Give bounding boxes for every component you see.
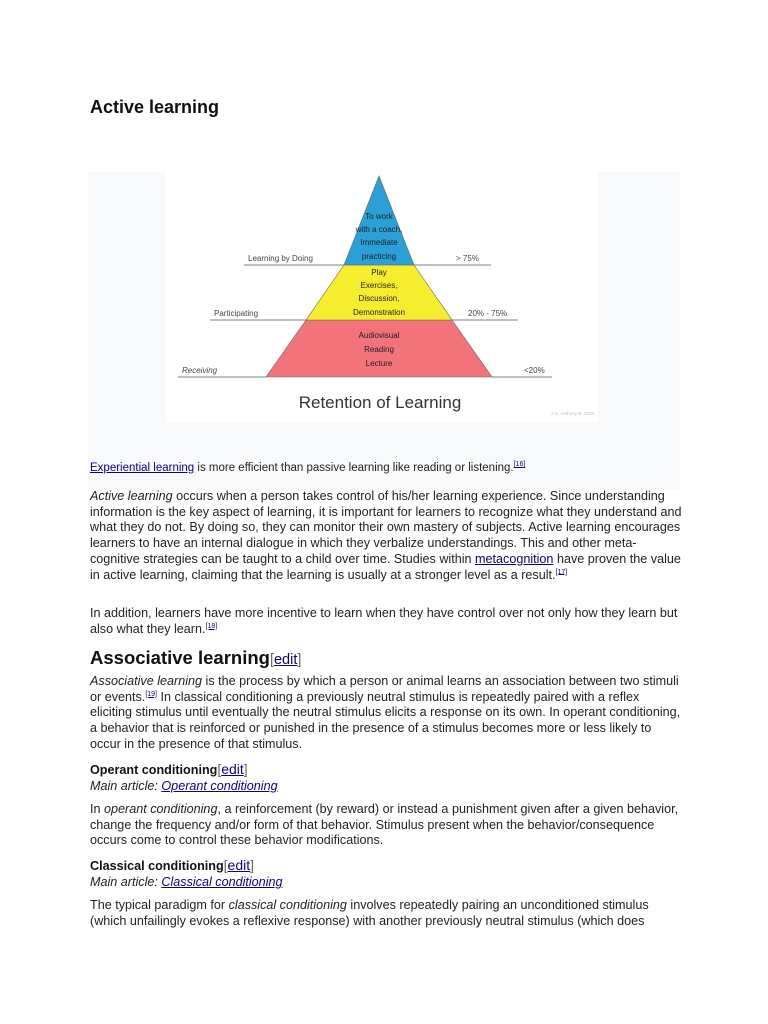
term-classical-conditioning: classical conditioning	[228, 898, 347, 912]
paragraph-classical-conditioning	[90, 898, 682, 929]
operant-conditioning-link[interactable]: Operant conditioning	[161, 779, 278, 793]
pyramid-top-line-4: practicing	[361, 252, 397, 261]
subsection-heading-classical-conditioning	[90, 857, 254, 873]
section-heading-associative-learning	[90, 647, 301, 669]
caption-text: is more efficient than passive learning like reading or listening.	[194, 462, 514, 474]
label-over-75: > 75%	[456, 254, 479, 263]
pyramid-top-line-1: To work	[365, 212, 393, 221]
para5-text-0: The typical paradigm for	[90, 898, 229, 912]
label-learning-by-doing: Learning by Doing	[248, 254, 313, 263]
para4-text-1: , a reinforcement (by reward) or instead a punishment given after a given behavior, change the frequency and/or form of that behavior. Stimulus present when the behavior/consequence occurs come to control these behavior modifications.	[90, 802, 679, 848]
term-associative-learning: Associative learning	[90, 674, 203, 688]
citation-18-link[interactable]: [18]	[205, 622, 218, 630]
para1-text-1: occurs when a person takes control of his/her learning experience. Since understanding information is the key aspect of learning, it is important for learners to recognize what they understand and what they do not. By doing so, they can monitor their own mastery of subjects. Active learning encourages learners to have an internal dialogue in which they verbalize understandings. This and other meta-cognitive strategies can be taught to a child over time. Studies within	[90, 489, 682, 566]
operant-conditioning-title: Operant conditioning	[90, 763, 218, 777]
edit-section-classical	[224, 857, 254, 873]
edit-bracket-left: [	[217, 761, 222, 777]
pyramid-middle-line-2: Exercises,	[360, 281, 398, 290]
main-article-operant	[90, 779, 278, 793]
term-active-learning: Active learning	[90, 489, 173, 503]
para4-text-0: In	[90, 802, 105, 816]
edit-bracket-right: ]	[297, 652, 302, 668]
pyramid-top-line-3: Immediate	[360, 238, 398, 247]
figure-caption	[90, 462, 525, 474]
citation-17-link[interactable]: [17]	[555, 568, 568, 576]
para2-text: In addition, learners have more incentive to learn when they have control over not only how they learn but also what they learn.	[90, 606, 678, 636]
edit-classical-conditioning-link[interactable]: edit	[227, 857, 251, 873]
classical-conditioning-link[interactable]: Classical conditioning	[161, 875, 283, 889]
retention-pyramid-diagram	[166, 172, 598, 422]
edit-bracket-left: [	[223, 857, 228, 873]
pyramid-bottom-line-2: Reading	[364, 345, 394, 354]
subsection-heading-operant-conditioning	[90, 761, 248, 777]
edit-section-operant	[217, 761, 247, 777]
main-article-classical	[90, 875, 283, 889]
paragraph-incentive	[90, 606, 682, 637]
pyramid-bottom-line-3: Lecture	[365, 359, 393, 368]
metacognition-link[interactable]: metacognition	[475, 551, 554, 566]
edit-associative-learning-link[interactable]: edit	[273, 652, 298, 668]
pyramid-middle-line-4: Demonstration	[352, 308, 406, 317]
section-heading-active-learning: Active learning	[90, 97, 220, 117]
figure-thumbnail	[88, 172, 680, 490]
paragraph-operant-conditioning	[90, 802, 682, 849]
diagram-credit: J. K. Anthony-B. 2015	[550, 411, 594, 416]
pyramid-middle-line-1: Play	[371, 268, 387, 277]
edit-bracket-right: ]	[250, 857, 255, 873]
edit-bracket-left: [	[269, 652, 274, 668]
diagram-title: Retention of Learning	[298, 393, 462, 412]
citation-19-link[interactable]: [19]	[145, 690, 157, 698]
term-operant-conditioning: operant conditioning	[104, 802, 218, 816]
label-participating: Participating	[214, 309, 259, 318]
para1-text-2: have proven the value in active learning, claiming that the learning is usually at a stronger level as a result.	[90, 551, 681, 582]
edit-section-associative	[270, 652, 301, 668]
citation-16-link[interactable]: [16]	[513, 461, 526, 469]
experiential-learning-link[interactable]: Experiential learning	[90, 462, 195, 474]
main-article-prefix: Main article:	[90, 875, 162, 889]
main-article-prefix: Main article:	[90, 779, 162, 793]
classical-conditioning-title: Classical conditioning	[90, 859, 224, 873]
associative-learning-title: Associative learning	[90, 647, 270, 668]
pyramid-bottom-line-1: Audiovisual	[358, 331, 400, 340]
para5-text-1: involves repeatedly pairing an unconditioned stimulus (which unfailingly evokes a reflexive response) with another previously neutral stimulus (which does	[90, 898, 649, 928]
label-20-75: 20% - 75%	[468, 309, 508, 318]
pyramid-middle-line-3: Discussion,	[358, 294, 400, 303]
retention-pyramid-image[interactable]	[166, 172, 598, 422]
para3-text-1: is the process by which a person or animal learns an association between two stimuli or events.	[90, 674, 679, 704]
label-under-20: <20%	[524, 366, 545, 375]
paragraph-active-learning	[90, 489, 682, 583]
paragraph-associative-learning	[90, 674, 682, 753]
label-receiving: Receiving	[182, 366, 218, 375]
edit-operant-conditioning-link[interactable]: edit	[221, 761, 244, 777]
edit-bracket-right: ]	[243, 761, 248, 777]
pyramid-top-line-2: with a coach,	[355, 225, 403, 234]
para3-text-2: In classical conditioning a previously neutral stimulus is repeatedly paired with a reflex eliciting stimulus until eventually the neutral stimulus elicits a response on its own. In operant conditioning, a behavior that is reinforced or punished in the presence of a stimulus becomes more or less likely to occur in the presence of that stimulus.	[90, 689, 681, 751]
